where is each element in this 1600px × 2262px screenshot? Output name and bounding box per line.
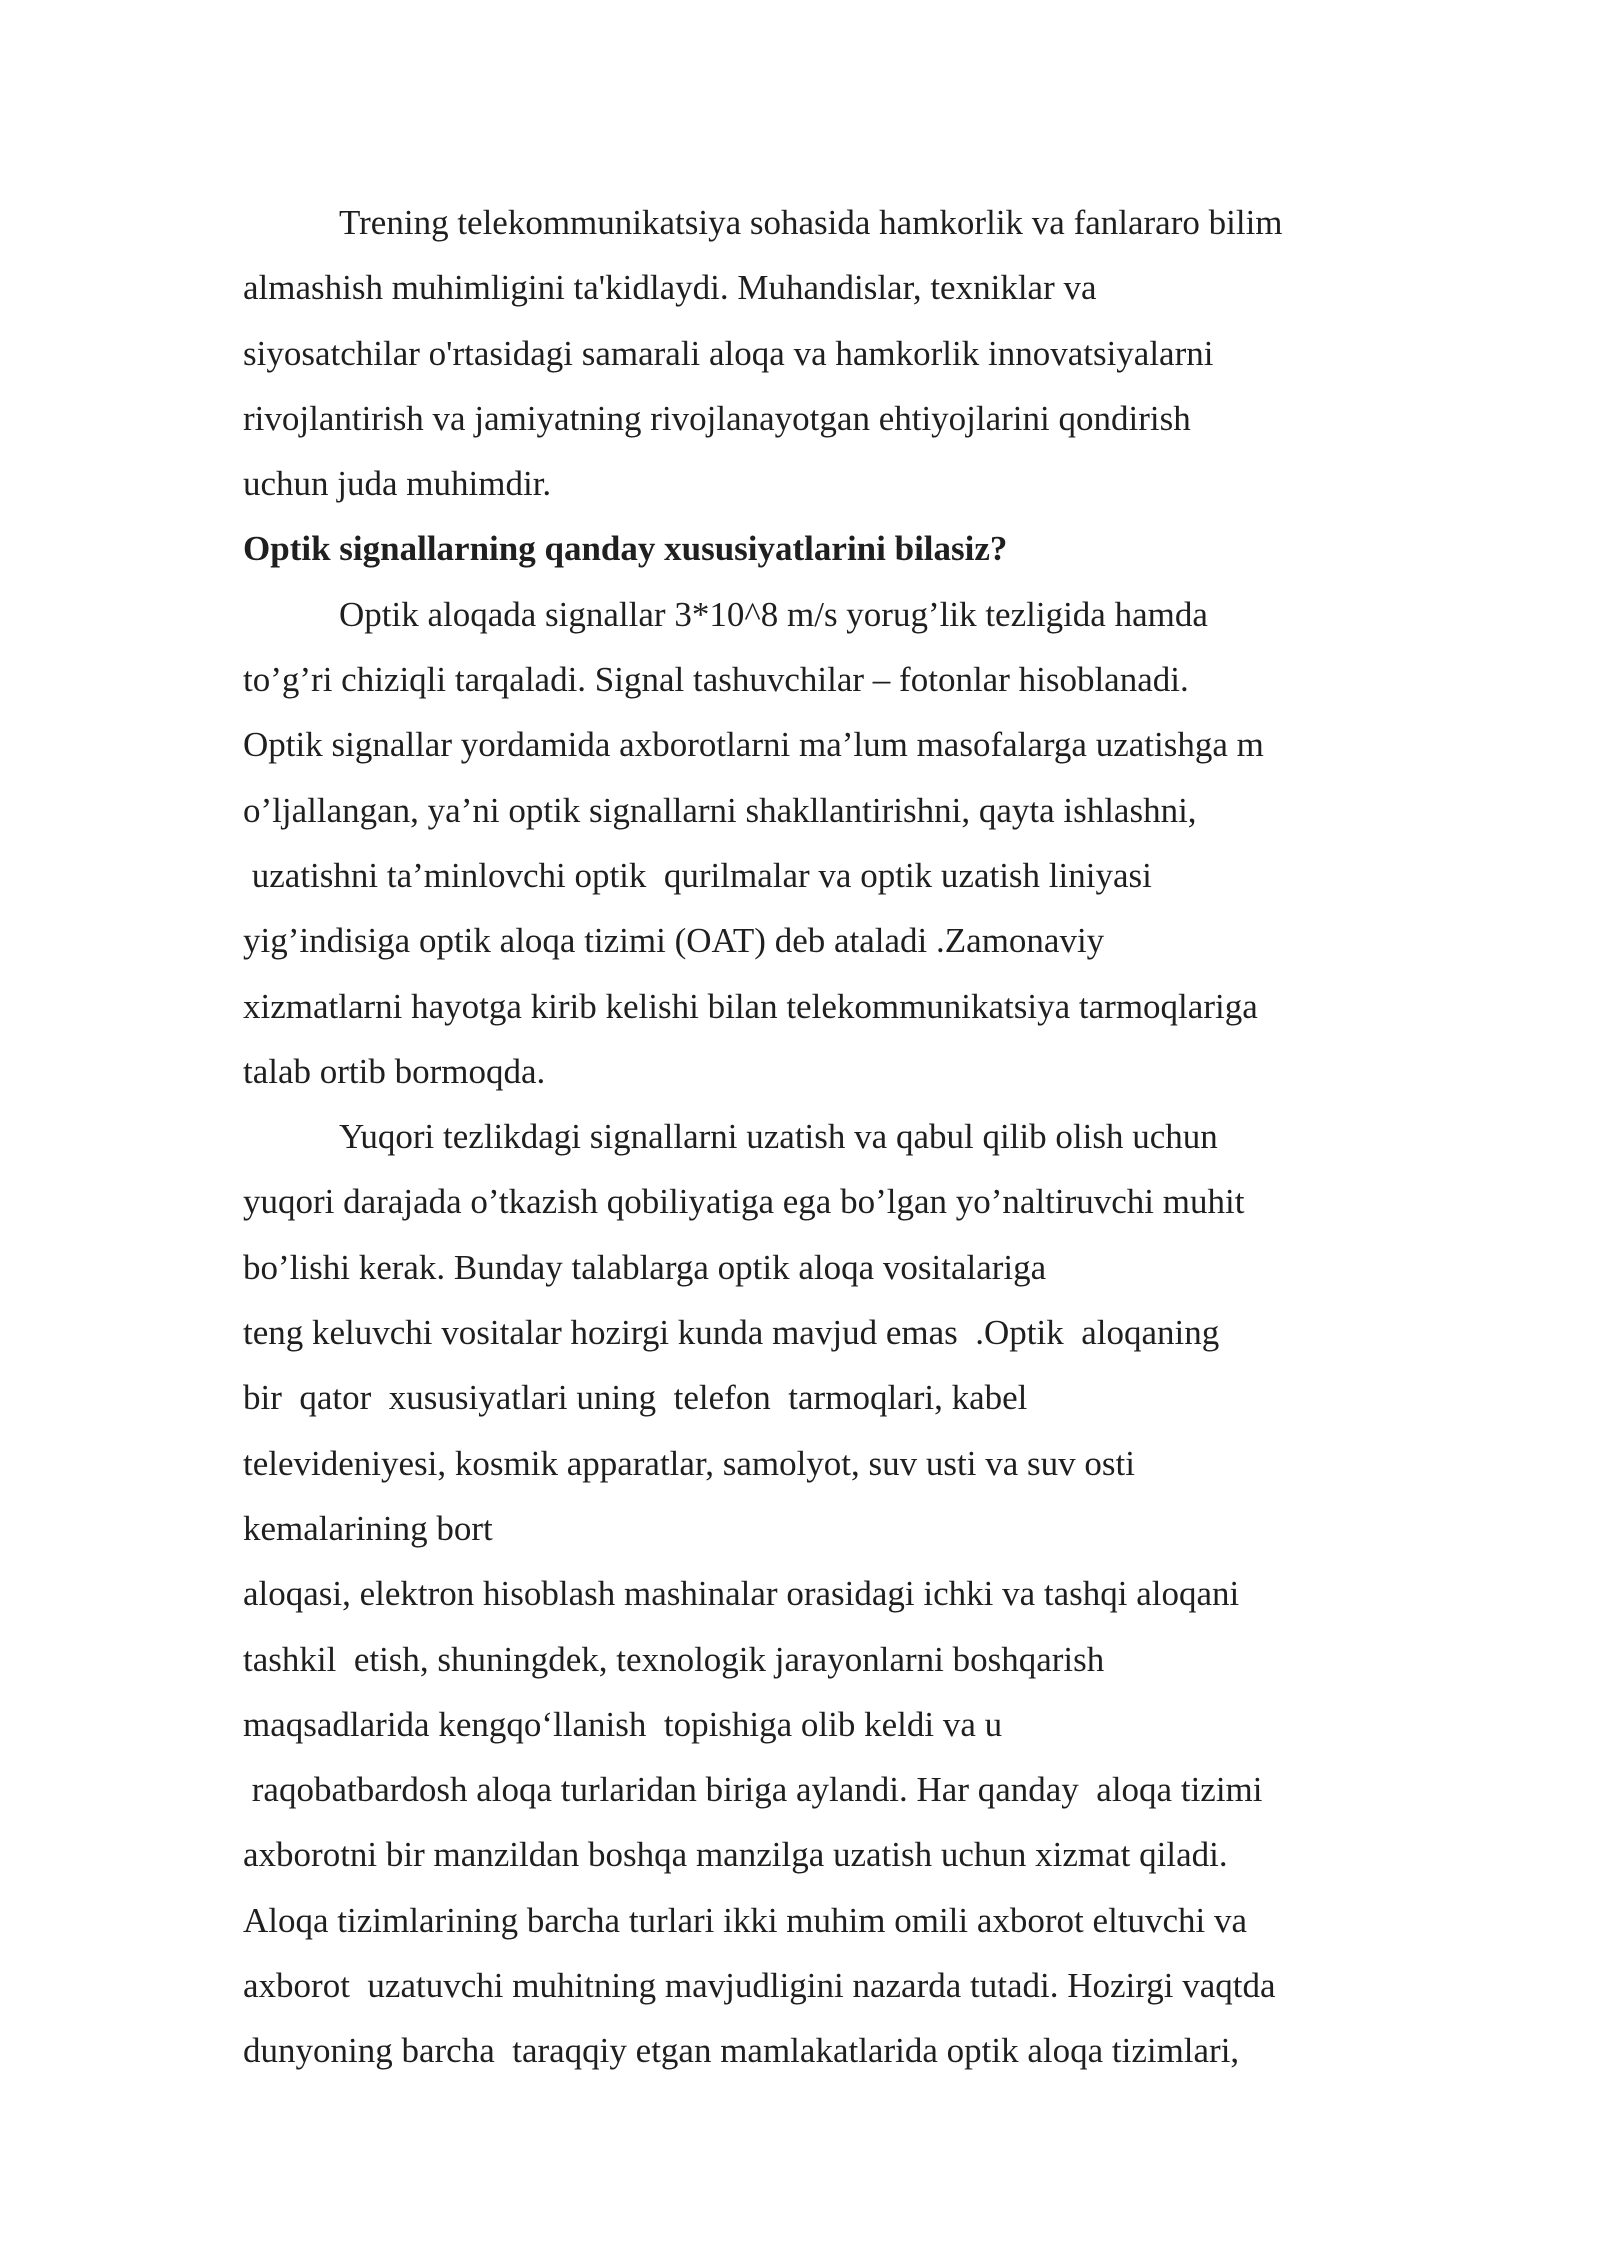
text-line: bir qator xususiyatlari uning telefon tarmoqlari, kabel [243,1378,1028,1418]
text-line: raqobatbardosh aloqa turlaridan biriga aylandi. Har qanday aloqa tizimi [243,1770,1263,1810]
text-line: o’ljallangan, ya’ni optik signallarni shakllantirishni, qayta ishlashni, [243,790,1197,830]
text-line: Yuqori tezlikdagi signallarni uzatish va qabul qilib olish uchun [339,1117,1218,1157]
text-line: siyosatchilar o'rtasidagi samarali aloqa va hamkorlik innovatsiyalarni [243,333,1214,373]
text-line: almashish muhimligini ta'kidlaydi. Muhandislar, texniklar va [243,268,1097,308]
text-line: talab ortib bormoqda. [243,1051,546,1091]
text-line: Aloqa tizimlarining barcha turlari ikki muhim omili axborot eltuvchi va [243,1900,1248,1940]
text-line: uzatishni ta’minlovchi optik qurilmalar va optik uzatish liniyasi [243,855,1152,895]
text-line: bo’lishi kerak. Bunday talablarga optik aloqa vositalariga [243,1247,1047,1287]
text-line: teng keluvchi vositalar hozirgi kunda mavjud emas .Optik aloqaning [243,1313,1220,1353]
text-line: to’g’ri chiziqli tarqaladi. Signal tashuvchilar – fotonlar hisoblanadi. [243,660,1189,700]
text-line: aloqasi, elektron hisoblash mashinalar orasidagi ichki va tashqi aloqani [243,1574,1240,1614]
text-line: Trening telekommunikatsiya sohasida hamkorlik va fanlararo bilim [339,203,1283,242]
text-line: xizmatlarni hayotga kirib kelishi bilan telekommunikatsiya tarmoqlariga [243,986,1258,1026]
text-line: televideniyesi, kosmik apparatlar, samolyot, suv usti va suv osti [243,1443,1135,1483]
text-line: axborot uzatuvchi muhitning mavjudligini nazarda tutadi. Hozirgi vaqtda [243,1966,1276,2006]
text-line: maqsadlarida kengqo‘llanish topishiga olib keldi va u [243,1704,1003,1744]
text-line: tashkil etish, shuningdek, texnologik jarayonlarni boshqarish [243,1639,1105,1679]
text-line: kemalarining bort [243,1508,493,1548]
text-line: uchun juda muhimdir. [243,464,552,504]
document-body [243,190,1423,2084]
text-line: axborotni bir manzildan boshqa manzilga uzatish uchun xizmat qiladi. [243,1835,1228,1875]
text-line: yig’indisiga optik aloqa tizimi (OAT) deb ataladi .Zamonaviy [243,921,1105,961]
text-line: Optik aloqada signallar 3*10^8 m/s yorug’lik tezligida hamda [339,594,1208,634]
text-line: rivojlantirish va jamiyatning rivojlanayotgan ehtiyojlarini qondirish [243,398,1191,438]
text-line: yuqori darajada o’tkazish qobiliyatiga ega bo’lgan yo’naltiruvchi muhit [243,1182,1245,1222]
text-line: Optik signallar yordamida axborotlarni ma’lum masofalarga uzatishga m [243,725,1264,765]
text-line: dunyoning barcha taraqqiy etgan mamlakatlarida optik aloqa tizimlari, [243,2031,1240,2071]
section-heading: Optik signallarning qanday xususiyatlarini bilasiz? [243,529,1008,569]
